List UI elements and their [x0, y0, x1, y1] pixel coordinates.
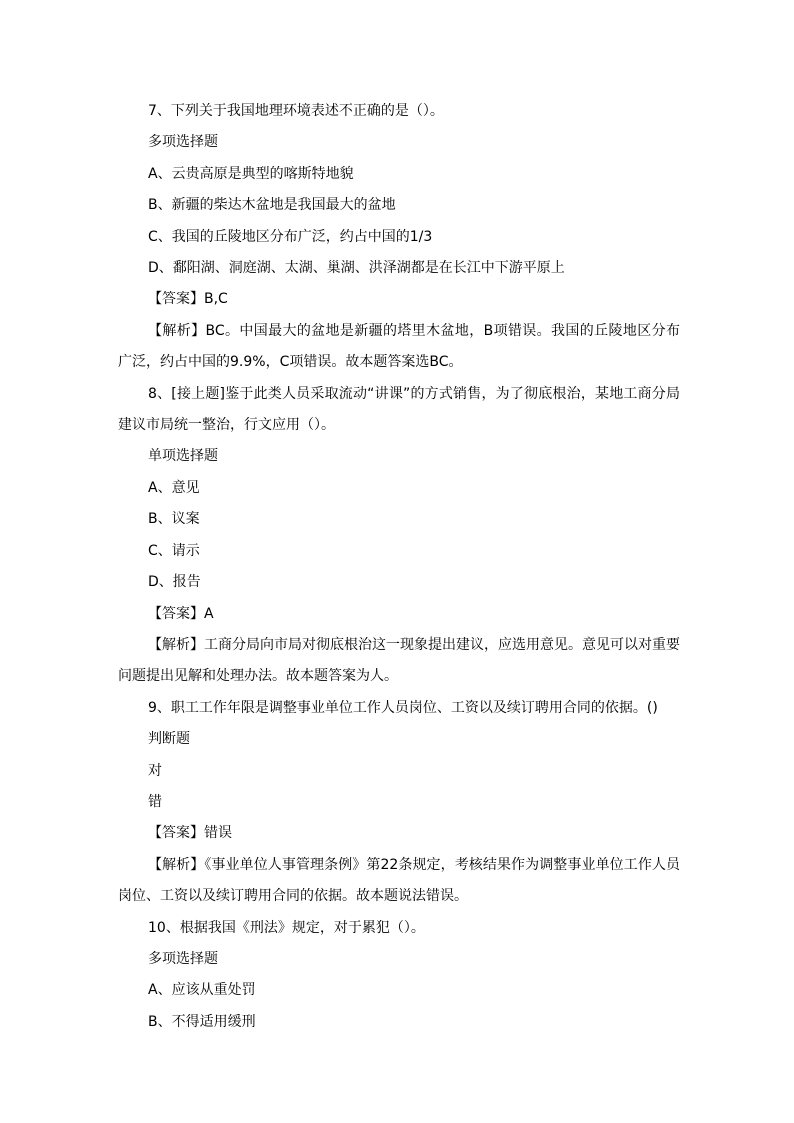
- question-stem: 7、下列关于我国地理环境表述不正确的是（）。: [148, 103, 444, 119]
- question-10: [118, 913, 680, 1039]
- option: B、议案: [148, 511, 200, 528]
- question-8: [118, 379, 680, 693]
- analysis: 【解析】工商分局向市局对彻底根治这一现象提出建议，应选用意见。意见可以对重要问题提出见解和处理办法。故本题答案为人。: [118, 636, 680, 685]
- option: C、请示: [148, 542, 200, 559]
- option: 错: [148, 793, 162, 810]
- option: A、云贵高原是典型的喀斯特地貌: [148, 165, 354, 182]
- answer: 【答案】错误: [148, 825, 232, 842]
- answer: 【答案】A: [148, 605, 214, 622]
- analysis: 【解析】BC。中国最大的盆地是新疆的塔里木盆地，B项错误。我国的丘陵地区分布广泛，约占中国的9.9%，C项错误。故本题答案选BC。: [118, 322, 680, 371]
- question-stem: 8、[接上题]鉴于此类人员采取流动“讲课”的方式销售，为了彻底根治，某地工商分局建议市局统一整治，行文应用（）。: [118, 385, 680, 434]
- question-stem: 10、根据我国《刑法》规定，对于累犯（）。: [148, 919, 425, 936]
- question-type: 多项选择题: [148, 950, 218, 967]
- question-stem: 9、职工工作年限是调整事业单位工作人员岗位、工资以及续订聘用合同的依据。(): [148, 699, 658, 716]
- option: A、意见: [148, 479, 200, 496]
- question-type: 判断题: [148, 731, 190, 748]
- option: A、应该从重处罚: [148, 982, 256, 999]
- option: D、报告: [148, 574, 201, 591]
- question-7: [118, 96, 680, 379]
- option: B、不得适用缓刑: [148, 1013, 256, 1030]
- answer: 【答案】B,C: [148, 291, 228, 308]
- analysis: 【解析】《事业单位人事管理条例》第22条规定，考核结果作为调整事业单位工作人员岗位、工资以及续订聘用合同的依据。故本题说法错误。: [118, 856, 680, 905]
- option: 对: [148, 762, 162, 779]
- option: C、我国的丘陵地区分布广泛，约占中国的1/3: [148, 228, 433, 245]
- option: D、鄱阳湖、洞庭湖、太湖、巢湖、洪泽湖都是在长江中下游平原上: [148, 260, 565, 277]
- document-page: [118, 96, 680, 1038]
- question-type: 单项选择题: [148, 448, 218, 465]
- question-9: [118, 693, 680, 913]
- option: B、新疆的柴达木盆地是我国最大的盆地: [148, 197, 396, 214]
- question-type: 多项选择题: [148, 134, 218, 151]
